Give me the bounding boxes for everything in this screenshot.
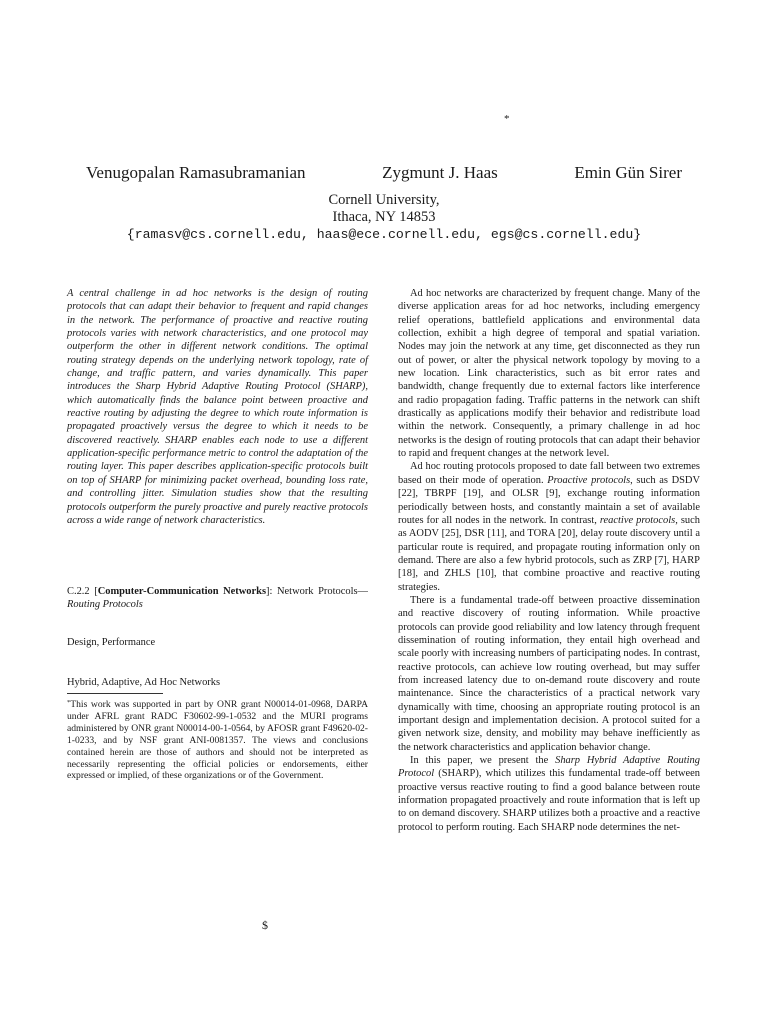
page-marker: $ (262, 918, 268, 932)
author-list (86, 163, 682, 183)
author-emails: {ramasv@cs.cornell.edu, haas@ece.cornell.edu, egs@cs.cornell.edu} (126, 227, 642, 242)
general-terms: Design, Performance (67, 637, 156, 648)
paragraph-1: Ad hoc networks are characterized by frequent change. Many of the diverse application areas for ad hoc networks, including emergency relief operations, battlefield applications and environmental data collection, exhibit a high degree of temporal and spatial variation. Nodes may join the network at any time, get disconnected as they run out of power, or alter the physical network topology by moving to a new location. Link characteristics, such as bit error rates and bandwidth, change frequently due to external factors like interference and radio propagation fading. Traffic patterns in the network can shift drastically as applications modify their behavior and redistribute load within the network. Consequently, a primary challenge in ad hoc networks is the design of routing protocols that can adapt their behavior to rapid and frequent changes at the network level. (398, 288, 700, 460)
footnote-mark: * (67, 699, 71, 706)
footnote-text: This work was supported in part by ONR grant N00014-01-0968, DARPA under AFRL grant RADC F30602-99-1-0532 and the MURI programs administered by ONR grant N00014-00-1-0564, by AFOSR grant F49620-02-1-0233, and by NSF grant ANI-0081357. The views and conclusions contained herein are those of authors and should not be interpreted as necessarily representing the official policies or endorsements, either expressed or implied, of these organizations or of the Government. (67, 699, 368, 782)
paragraph-3: There is a fundamental trade-off between proactive dissemination and reactive discovery of routing information. While proactive protocols can provide good reliability and low latency through frequent dissemination of routing information, they entail high overhead and scale poorly with increasing numbers of participating nodes. In contrast, reactive protocols, can achieve low routing overhead, but may suffer from increased latency due to on-demand route discovery and route maintenance. Since the characteristics of a practical network vary dynamically with time, choosing an appropriate routing protocol is an important design and implementation decision. A protocol suited for a given network size, density, and mobility may behave inefficiently as the network characteristics and application behavior change. (398, 594, 700, 753)
ccs-categories: C.2.2 [Computer-Communication Networks]: Network Protocols—Routing Protocols (67, 586, 368, 611)
author-3: Emin Gün Sirer (574, 163, 682, 182)
funding-footnote (67, 697, 368, 782)
footnote-rule (67, 693, 163, 694)
paragraph-4: In this paper, we present the Sharp Hybrid Adaptive Routing Protocol (SHARP), which utilizes this fundamental trade-off between proactive versus reactive routing to find a good balance between route information propagated proactively and route information that is left up to on demand discovery. SHARP utilizes both a proactive and a reactive protocol to perform routing. Each SHARP node determines the net- (398, 755, 700, 833)
introduction-body (398, 287, 700, 834)
affiliation-university: Cornell University, (328, 192, 440, 208)
abstract: A central challenge in ad hoc networks is the design of routing protocols that can adapt their behavior to frequent and rapid changes in the network. The performance of proactive and reactive routing protocols varies with network characteristics, and one protocol may outperform the other in different network conditions. The optimal routing strategy depends on the underlying network topology, rate of change, and traffic pattern, and varies dynamically. This paper introduces the Sharp Hybrid Adaptive Routing Protocol (SHARP), which automatically finds the balance point between proactive and reactive routing by adjusting the degree to which route information is propagated proactively versus the degree to which it needs to be discovered reactively. SHARP enables each node to use a different application-specific performance metric to control the adaptation of the routing layer. This paper describes application-specific protocols built on top of SHARP for minimizing packet overhead, bounding loss rate, and controlling jitter. Simulation studies show that the resulting protocols outperform the purely proactive and purely reactive protocols across a wide range of network characteristics. (67, 288, 368, 526)
ccs-category: Computer-Communication Networks (97, 586, 267, 597)
affiliation-city: Ithaca, NY 14853 (332, 209, 436, 225)
affiliation (0, 192, 768, 243)
ccs-subject: Routing Protocols (67, 599, 143, 611)
paragraph-2: Ad hoc routing protocols proposed to date fall between two extremes based on their mode of operation. Proactive protocols, such as DSDV [22], TBRPF [19], and OLSR [9], exchange routing information periodically between hosts, and constantly maintain a set of available routes for all nodes in the network. In contrast, reactive protocols, such as AODV [25], DSR [11], and TORA [20], delay route discovery until a particular route is required, and propagate routing information only on demand. There are also a few hybrid protocols, such as ZRP [7], HARP [18], and ZHLS [10], that combine proactive and reactive routing strategies. (398, 461, 700, 593)
author-2: Zygmunt J. Haas (382, 163, 498, 182)
keywords: Hybrid, Adaptive, Ad Hoc Networks (67, 677, 221, 688)
title-footnote-mark: * (504, 113, 510, 125)
author-1: Venugopalan Ramasubramanian (86, 163, 306, 182)
